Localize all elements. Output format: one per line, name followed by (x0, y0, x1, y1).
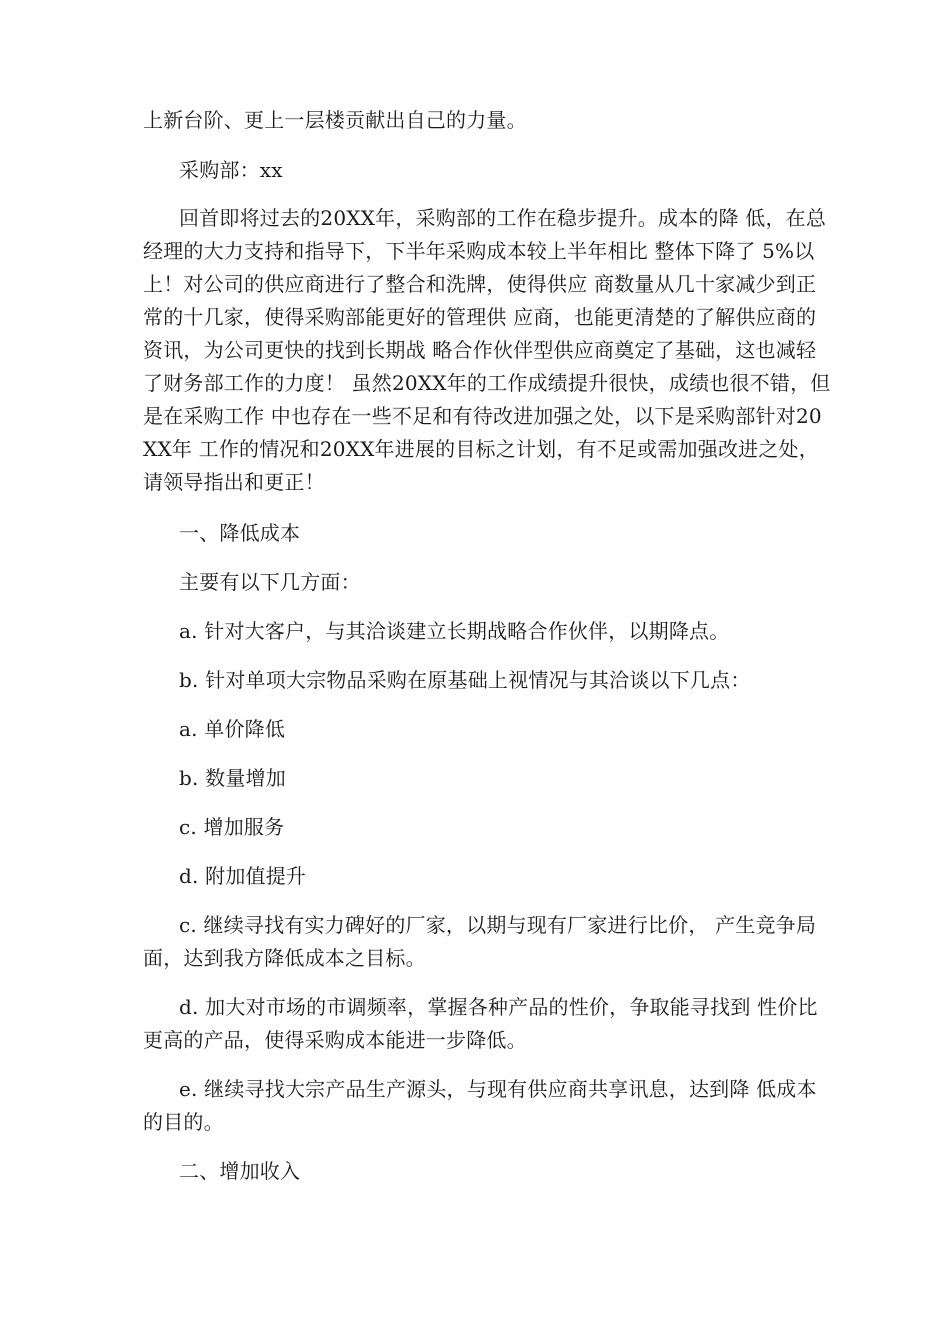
list-item-b: b. 针对单项大宗物品采购在原基础上视情况与其洽谈以下几点： (179, 668, 751, 692)
paragraph-continuation: 上新台阶、更上一层楼贡献出自己的力量。 (143, 108, 527, 132)
department-signature: 采购部：xx (179, 158, 283, 182)
list-item-d: d. 加大对市场的市调频率，掌握各种产品的性价，争取能寻找到 性价比更高的产品，使得采购成本能进一步降低。 (143, 995, 818, 1052)
sub-item-d: d. 附加值提升 (179, 864, 307, 888)
sub-item-a: a. 单价降低 (179, 717, 286, 741)
paragraph-aspects-intro: 主要有以下几方面： (179, 570, 361, 594)
sub-item-c: c. 增加服务 (179, 815, 285, 839)
list-item-e: e. 继续寻找大宗产品生产源头，与现有供应商共享讯息，达到降 低成本的目的。 (143, 1077, 817, 1134)
list-item-c: c. 继续寻找有实力碑好的厂家，以期与现有厂家进行比价， 产生竞争局面，达到我方降低成本之目标。 (143, 913, 817, 970)
section-heading-increase-income: 二、增加收入 (179, 1159, 301, 1183)
paragraph-review: 回首即将过去的20XX年，采购部的工作在稳步提升。成本的降 低，在总经理的大力支持和指导下，下半年采购成本较上半年相比 整体下降了 5%以上！对公司的供应商进行了整合和洗牌，使得供应 商数量从几十家减少到正常的十几家，使得采购部能更好的管理供 应商，也能更清楚的了解供应商的资讯，为公司更快的找到长期战 略合作伙伴型供应商奠定了基础，这也减轻了财务部工作的力度！ 虽然20XX年的工作成绩提升很快，成绩也很不错，但是在采购工作 中也存在一些不足和有待改进加强之处，以下是采购部针对20XX年 工作的情况和20XX年进展的目标之计划，有不足或需加强改进之处， 请领导指出和更正！ (143, 206, 831, 494)
sub-item-b: b. 数量增加 (179, 766, 286, 790)
section-heading-reduce-cost: 一、降低成本 (179, 521, 301, 545)
list-item-a: a. 针对大客户，与其洽谈建立长期战略合作伙伴，以期降点。 (179, 619, 730, 643)
